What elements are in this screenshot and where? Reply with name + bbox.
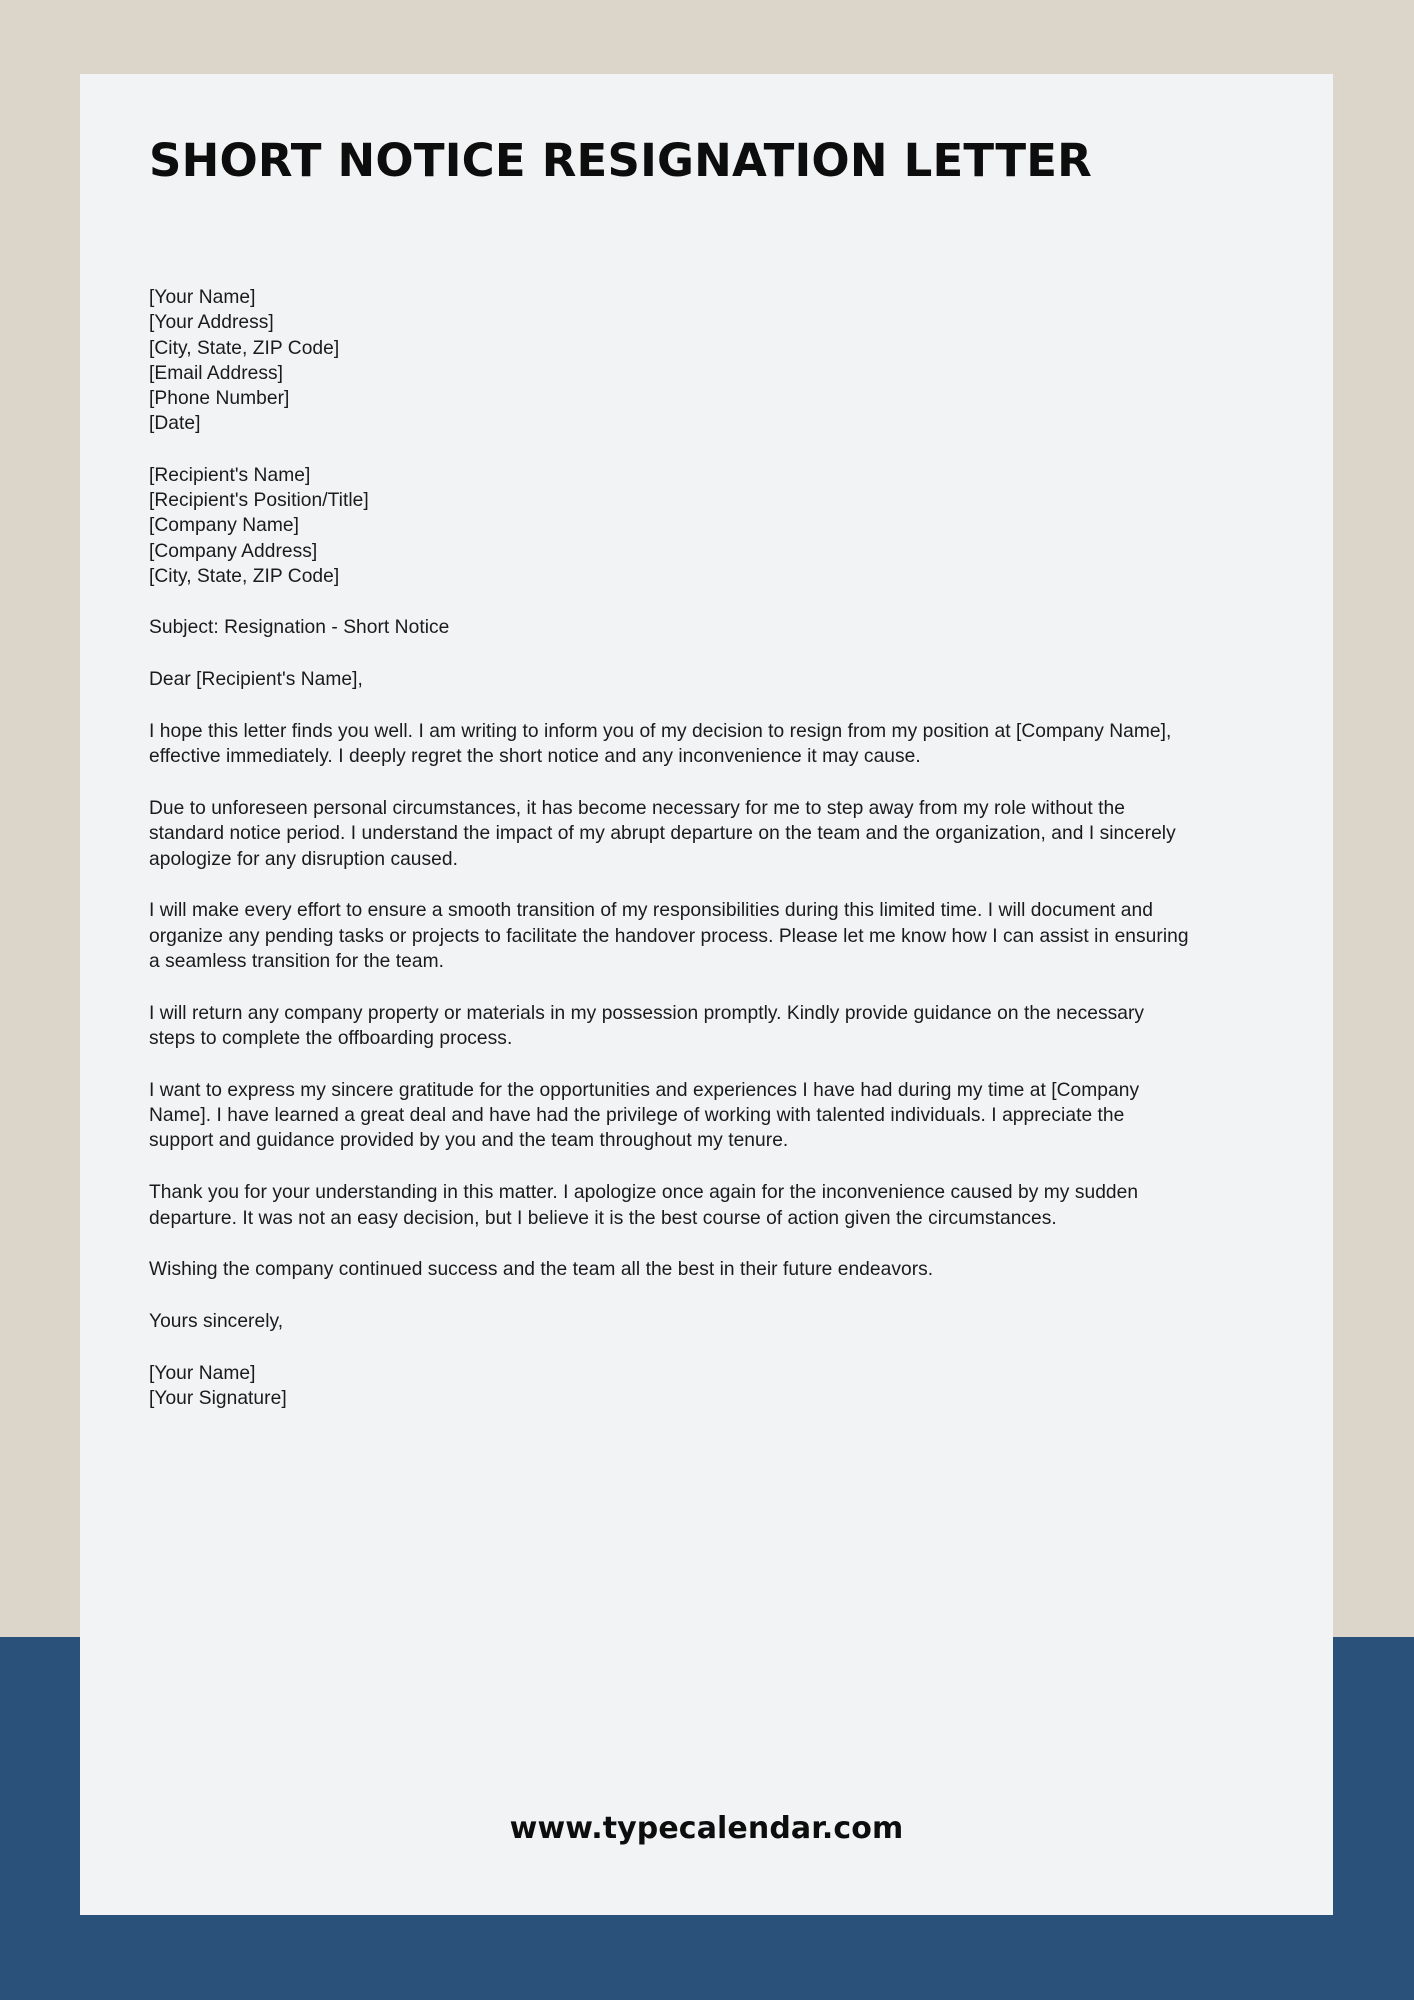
recipient-line-company-address: [Company Address] (149, 540, 318, 562)
recipient-address-block (149, 463, 1189, 589)
body-paragraph-4: I will return any company property or materials in my possession promptly. Kindly provide guidance on the necessary steps to complete the offboarding process. (149, 1002, 1145, 1050)
signature-block (149, 1361, 1189, 1412)
signature-line-signature: [Your Signature] (149, 1388, 287, 1410)
sender-line-address: [Your Address] (149, 312, 274, 334)
sender-line-phone: [Phone Number] (149, 388, 290, 410)
sender-line-date: [Date] (149, 413, 201, 435)
recipient-line-city-state-zip: [City, State, ZIP Code] (149, 565, 340, 587)
recipient-line-position: [Recipient's Position/Title] (149, 490, 369, 512)
body-paragraph-2: Due to unforeseen personal circumstances, it has become necessary for me to step away from my role without the standard notice period. I understand the impact of my abrupt departure on the team and the organization, and I sincerely apologize for any disruption caused. (149, 797, 1176, 870)
recipient-line-name: [Recipient's Name] (149, 464, 311, 486)
closing-salutation: Yours sincerely, (149, 1311, 284, 1333)
sender-line-name: [Your Name] (149, 287, 256, 308)
body-paragraph-1: I hope this letter finds you well. I am writing to inform you of my decision to resign from my position at [Company Name], effective immediately. I deeply regret the short notice and any inconvenience it may cause. (149, 720, 1172, 768)
body-paragraph-7: Wishing the company continued success and the team all the best in their future endeavors. (149, 1259, 934, 1281)
sender-line-email: [Email Address] (149, 362, 284, 384)
letter-content-area (149, 74, 1275, 1915)
sender-address-block (149, 285, 1189, 437)
body-paragraph-5: I want to express my sincere gratitude for the opportunities and experiences I have had during my time at [Company Name]. I have learned a great deal and have had the privilege of working with talented individuals. I appreciate the support and guidance provided by you and the team throughout my tenure. (149, 1079, 1140, 1152)
letter-body (149, 285, 1189, 1412)
signature-line-name: [Your Name] (149, 1362, 256, 1384)
page-title: SHORT NOTICE RESIGNATION LETTER (149, 134, 1093, 187)
recipient-line-company: [Company Name] (149, 515, 299, 537)
footer-website-url: www.typecalendar.com (509, 1811, 904, 1846)
sender-line-city-state-zip: [City, State, ZIP Code] (149, 337, 340, 359)
body-paragraph-3: I will make every effort to ensure a smooth transition of my responsibilities during this limited time. I will document and organize any pending tasks or projects to facilitate the handover process. Please let me know how I can assist in ensuring a seamless transition for the team. (149, 900, 1189, 972)
letter-page (80, 74, 1333, 1915)
body-paragraph-6: Thank you for your understanding in this matter. I apologize once again for the inconvenience caused by my sudden departure. It was not an easy decision, but I believe it is the best course of action given the circumstances. (149, 1182, 1139, 1229)
salutation: Dear [Recipient's Name], (149, 669, 363, 691)
subject-line: Subject: Resignation - Short Notice (149, 617, 450, 639)
